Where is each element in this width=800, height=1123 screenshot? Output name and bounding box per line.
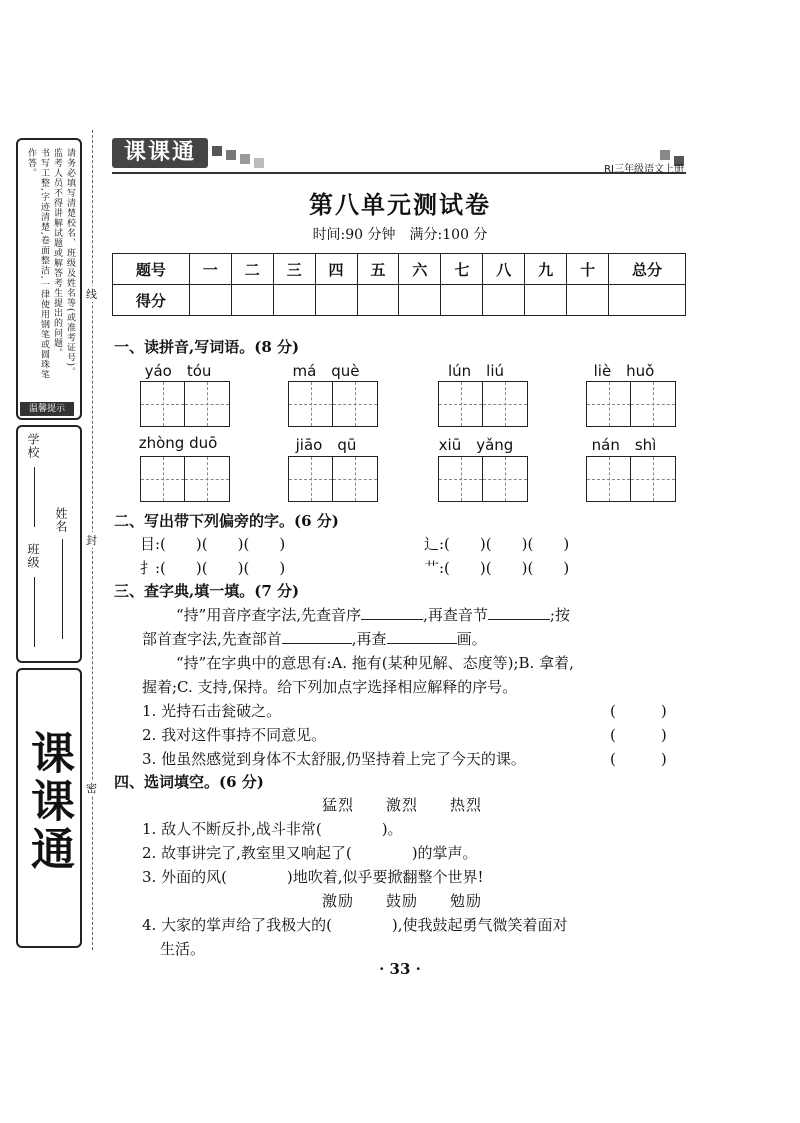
cut-word: 线 [86, 288, 97, 301]
text: ;按 [549, 606, 570, 624]
answer-paren[interactable]: ( ) [610, 726, 667, 744]
brand-vertical: 课课通 [23, 730, 74, 874]
brand-logo: 课课通 [112, 138, 208, 168]
q4-item[interactable]: 3. 外面的风( )地吹着,似乎要掀翻整个世界! [142, 868, 484, 886]
radical-line[interactable]: 艹:( )( )( ) [424, 559, 570, 577]
score-header-cell: 三 [273, 254, 315, 285]
pinyin: lún liú [447, 362, 505, 380]
pinyin: zhòng duō [138, 434, 218, 452]
score-header-cell: 十 [567, 254, 609, 285]
score-cell[interactable] [483, 285, 525, 316]
score-header-cell: 一 [189, 254, 231, 285]
cut-word: 密 [86, 782, 97, 795]
score-header-cell: 六 [399, 254, 441, 285]
pinyin: yáo tóu [144, 362, 212, 380]
score-header-cell: 八 [483, 254, 525, 285]
word-choices: 猛烈 激烈 热烈 [322, 796, 483, 814]
writing-grid[interactable] [438, 456, 528, 502]
radical-line[interactable]: 扌:( )( )( ) [140, 559, 286, 577]
score-header-cell: 五 [357, 254, 399, 285]
decor-square [254, 158, 264, 168]
pinyin: liè huǒ [593, 362, 655, 380]
q2-heading: 二、写出带下列偏旁的字。(6 分) [114, 512, 339, 530]
blank[interactable] [488, 605, 550, 620]
score-header-cell: 七 [441, 254, 483, 285]
q3-item: 3. 他虽然感觉到身体不太舒服,仍坚持着上完了今天的课。 [142, 750, 526, 768]
score-header-cell: 二 [231, 254, 273, 285]
class-field[interactable] [34, 577, 35, 647]
brand-vertical-box [16, 668, 82, 948]
name-label: 姓名 [54, 507, 68, 533]
pinyin: nán shì [591, 436, 657, 454]
score-header-cell: 总分 [609, 254, 686, 285]
notice-line: 请务必填写清楚校名、班级及姓名等(或准考证号)。 [65, 148, 75, 378]
answer-paren[interactable]: ( ) [610, 750, 667, 768]
score-header-cell: 四 [315, 254, 357, 285]
score-cell[interactable] [525, 285, 567, 316]
exam-info: 时间:90 分钟 满分:100 分 [312, 227, 488, 243]
word-choices: 激励 鼓励 勉励 [322, 892, 483, 910]
q3-paragraph-2: “持”在字典中的意思有:A. 拖有(某种见解、态度等);B. 拿着, [176, 654, 574, 672]
text: 部首查字法,先查部首 [142, 630, 282, 648]
writing-grid[interactable] [586, 381, 676, 427]
decor-square [240, 154, 250, 164]
page-title: 第八单元测试卷 [309, 190, 491, 219]
decor-square [212, 146, 222, 156]
q4-heading: 四、选词填空。(6 分) [114, 773, 264, 791]
radical-line[interactable]: 目:( )( )( ) [140, 535, 286, 553]
score-cell[interactable] [399, 285, 441, 316]
pinyin: jiāo qū [295, 436, 357, 454]
score-table [112, 253, 686, 316]
radical-line[interactable]: 辶:( )( )( ) [424, 535, 570, 553]
blank[interactable] [282, 629, 352, 644]
q3-heading: 三、查字典,填一填。(7 分) [114, 582, 300, 600]
notice-title: 温馨提示 [20, 402, 74, 416]
blank[interactable] [387, 629, 457, 644]
q3-paragraph-2b: 握着;C. 支持,保持。给下列加点字选择相应解释的序号。 [142, 678, 518, 696]
text: 画。 [456, 630, 487, 648]
score-cell[interactable] [567, 285, 609, 316]
writing-grid[interactable] [288, 456, 378, 502]
school-field[interactable] [34, 467, 35, 527]
q1-heading: 一、读拼音,写词语。(8 分) [114, 338, 300, 356]
answer-paren[interactable]: ( ) [610, 702, 667, 720]
writing-grid[interactable] [438, 381, 528, 427]
score-row-label: 得分 [113, 285, 190, 316]
cut-word: 封 [86, 534, 97, 547]
notice-lines [24, 148, 76, 388]
score-cell[interactable] [231, 285, 273, 316]
score-header-cell: 九 [525, 254, 567, 285]
decor-square [660, 150, 670, 160]
score-cell[interactable] [357, 285, 399, 316]
pinyin: xiū yǎng [438, 436, 514, 454]
writing-grid[interactable] [288, 381, 378, 427]
q4-item[interactable]: 1. 敌人不断反扑,战斗非常( )。 [142, 820, 403, 838]
q4-item-continued: 生活。 [160, 940, 206, 958]
q3-item: 2. 我对这件事持不同意见。 [142, 726, 327, 744]
text: “持”用音序查字法,先查音序 [176, 606, 362, 624]
blank[interactable] [361, 605, 423, 620]
q4-item[interactable]: 4. 大家的掌声给了我极大的( ),使我鼓起勇气微笑着面对 [142, 916, 568, 934]
notice-line: 监考人员不得讲解试题或解答考生提出的问题。 [52, 148, 62, 358]
writing-grid[interactable] [140, 456, 230, 502]
q3-item: 1. 光持石击瓮破之。 [142, 702, 282, 720]
grade-tag: RJ三年级语文上册 [604, 164, 684, 175]
score-cell[interactable] [273, 285, 315, 316]
notice-line: 书写工整,字迹清楚,卷面整洁,一律使用钢笔或圆珠笔作答。 [26, 148, 49, 380]
decor-square [226, 150, 236, 160]
q3-paragraph-1 [176, 604, 570, 625]
name-field[interactable] [62, 539, 63, 639]
score-cell[interactable] [315, 285, 357, 316]
class-label: 班级 [26, 543, 40, 569]
score-cell[interactable] [609, 285, 686, 316]
score-cell[interactable] [441, 285, 483, 316]
score-table-score-row [113, 285, 686, 316]
student-info-box [16, 425, 82, 663]
school-label: 学校 [26, 433, 40, 459]
pinyin: má què [292, 362, 360, 380]
text: ,再查音节 [423, 606, 488, 624]
writing-grid[interactable] [140, 381, 230, 427]
score-header-cell: 题号 [113, 254, 190, 285]
score-table-header-row [113, 254, 686, 285]
writing-grid[interactable] [586, 456, 676, 502]
header-rule [112, 172, 686, 174]
notice-box [16, 138, 82, 420]
q4-item[interactable]: 2. 故事讲完了,教室里又响起了( )的掌声。 [142, 844, 478, 862]
text: ,再查 [351, 630, 387, 648]
q3-paragraph-1b [142, 628, 487, 649]
score-cell[interactable] [189, 285, 231, 316]
page-number: · 33 · [379, 960, 421, 978]
